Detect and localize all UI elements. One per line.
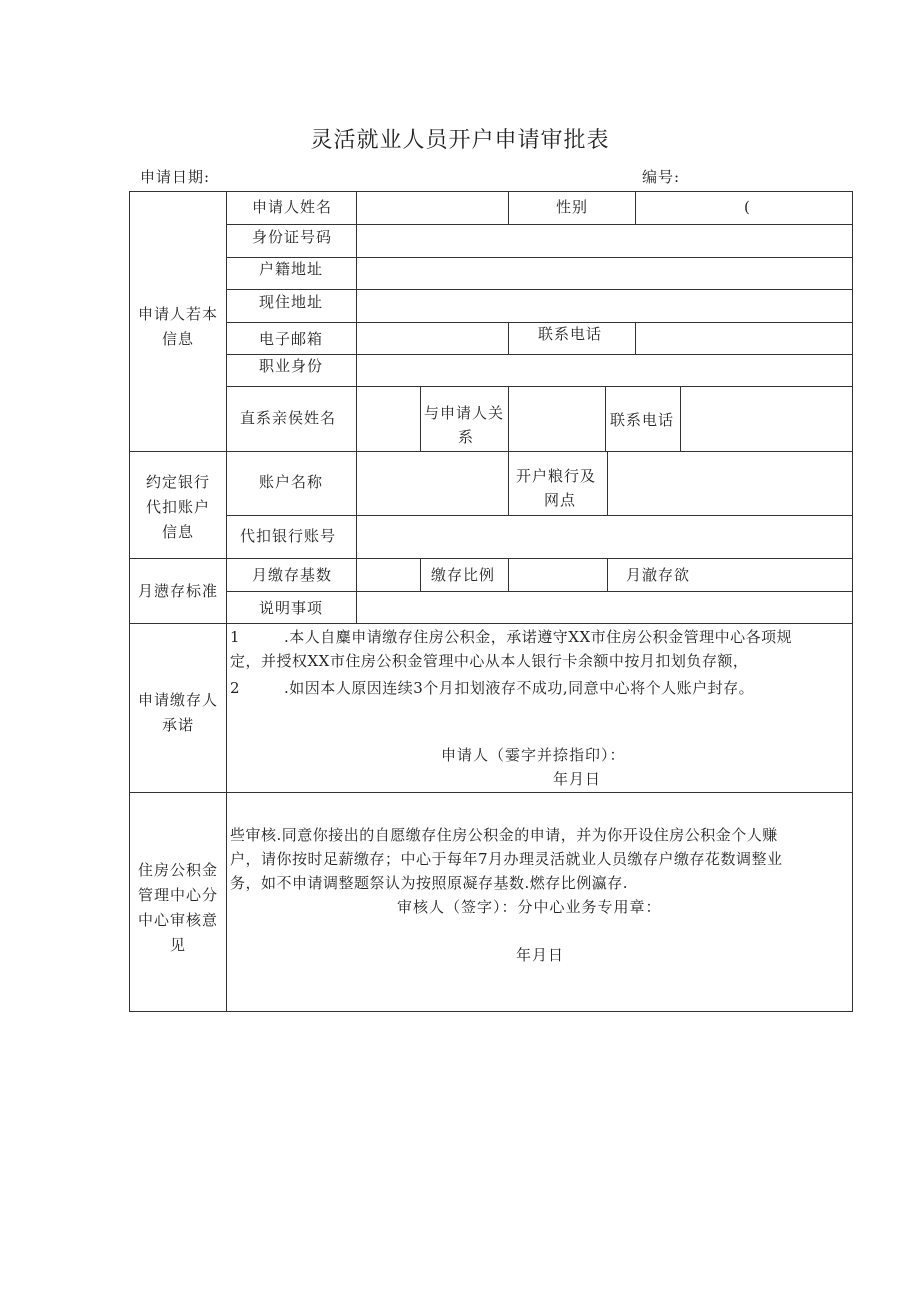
relative-phone-label: 联系电话 <box>610 411 675 429</box>
gender-value: ( <box>744 198 751 216</box>
section-monthly-standard-label: 月懑存标准 <box>137 582 218 600</box>
cell-divider <box>607 451 608 515</box>
cell-divider <box>356 558 357 623</box>
hukou-address-label: 户籍地址 <box>259 260 324 278</box>
form-title: 灵活就业人员开户申请审批表 <box>310 128 610 153</box>
row-divider <box>226 591 853 592</box>
label-column-divider <box>356 192 357 451</box>
row-divider <box>226 354 853 355</box>
row-divider <box>226 289 853 290</box>
row-divider <box>226 224 853 225</box>
bank-branch-label: 开户粮行及 网点 <box>516 467 597 509</box>
phone-label: 联系电话 <box>538 325 603 343</box>
cell-divider <box>508 451 509 515</box>
cell-divider <box>635 192 636 224</box>
pledge-item-1-line-1: .本人自麋申请缴存住房公积金，承诺遵守XX市住房公积金管理中心各项规 <box>284 628 793 646</box>
applicant-date-label: 年月日 <box>553 770 602 788</box>
monthly-amount-label: 月澈存欲 <box>626 566 691 584</box>
current-address-label: 现住地址 <box>259 293 324 311</box>
review-text-line-1: 些审核.同意你接出的自愿缴存住房公积金的申请，并为你开设住房公积金个人赚 <box>230 826 778 844</box>
debit-account-number-label: 代扣银行账号 <box>240 527 337 545</box>
row-divider <box>226 386 853 387</box>
gender-label: 性别 <box>556 198 589 216</box>
cell-divider <box>508 192 509 224</box>
notes-label: 说明事项 <box>259 599 324 617</box>
cell-divider <box>680 386 681 451</box>
cell-divider <box>508 386 509 451</box>
contribution-ratio-label: 缴存比例 <box>431 566 496 584</box>
pledge-item-2-text: .如因本人原因连续3个月扣划液存不成功,同意中心将个人账户封存。 <box>284 679 755 697</box>
row-divider <box>226 322 853 323</box>
row-divider <box>226 515 853 516</box>
cell-divider <box>635 322 636 354</box>
applicant-name-label: 申请人姓名 <box>252 198 333 216</box>
section-basic-info-label: 申请人若本 信息 <box>137 305 218 348</box>
relative-name-label: 直系亲侯姓名 <box>240 409 337 427</box>
applicant-signature-label: 申请人（霎字并捺指印）： <box>441 746 626 764</box>
cell-divider <box>605 386 606 451</box>
section-review-label: 住房公积金 管理中心分 中心审核意 见 <box>137 861 218 954</box>
monthly-base-label: 月缴存基数 <box>252 566 333 584</box>
pledge-item-2-number: 2 <box>230 679 241 697</box>
section-column-divider <box>226 192 227 1012</box>
account-name-label: 账户名称 <box>259 473 324 491</box>
review-text-line-3: 务，如不申请调整题祭认为按照原凝存基数.燃存比例瀛存. <box>230 874 629 892</box>
cell-divider <box>420 558 421 591</box>
relation-label: 与申请人关 系 <box>424 404 505 446</box>
cell-divider <box>356 451 357 558</box>
review-text-line-2: 户，请你按时足薪缴存；中心于每年7月办理灵活就业人员缴存户缴存花数调整业 <box>230 850 783 868</box>
row-divider <box>226 257 853 258</box>
section-divider <box>129 451 853 452</box>
occupation-label: 职业身份 <box>259 357 324 375</box>
cell-divider <box>420 386 421 451</box>
cell-divider <box>508 558 509 591</box>
application-date-label: 申请日期: <box>140 168 211 186</box>
review-date-label: 年月日 <box>516 946 565 964</box>
section-bank-info-label: 约定银行 代扣账户 信息 <box>145 473 210 541</box>
id-number-label: 身份证号码 <box>252 228 333 246</box>
section-divider <box>129 558 853 559</box>
cell-divider <box>508 322 509 354</box>
pledge-item-1-line-2: 定，并授权XX市住房公积金管理中心从本人银行卡余额中按月扣划负存额， <box>230 652 749 670</box>
section-divider <box>129 792 853 793</box>
pledge-item-1-number: 1 <box>230 628 241 646</box>
email-label: 电子邮箱 <box>259 330 324 348</box>
section-pledge-label: 申请缴存人 承诺 <box>137 691 218 734</box>
cell-divider <box>607 558 608 591</box>
reviewer-signature-label: 审核人（签字）：分中心业务专用章： <box>397 898 662 916</box>
section-divider <box>129 623 853 624</box>
form-number-label: 编号: <box>642 168 681 186</box>
